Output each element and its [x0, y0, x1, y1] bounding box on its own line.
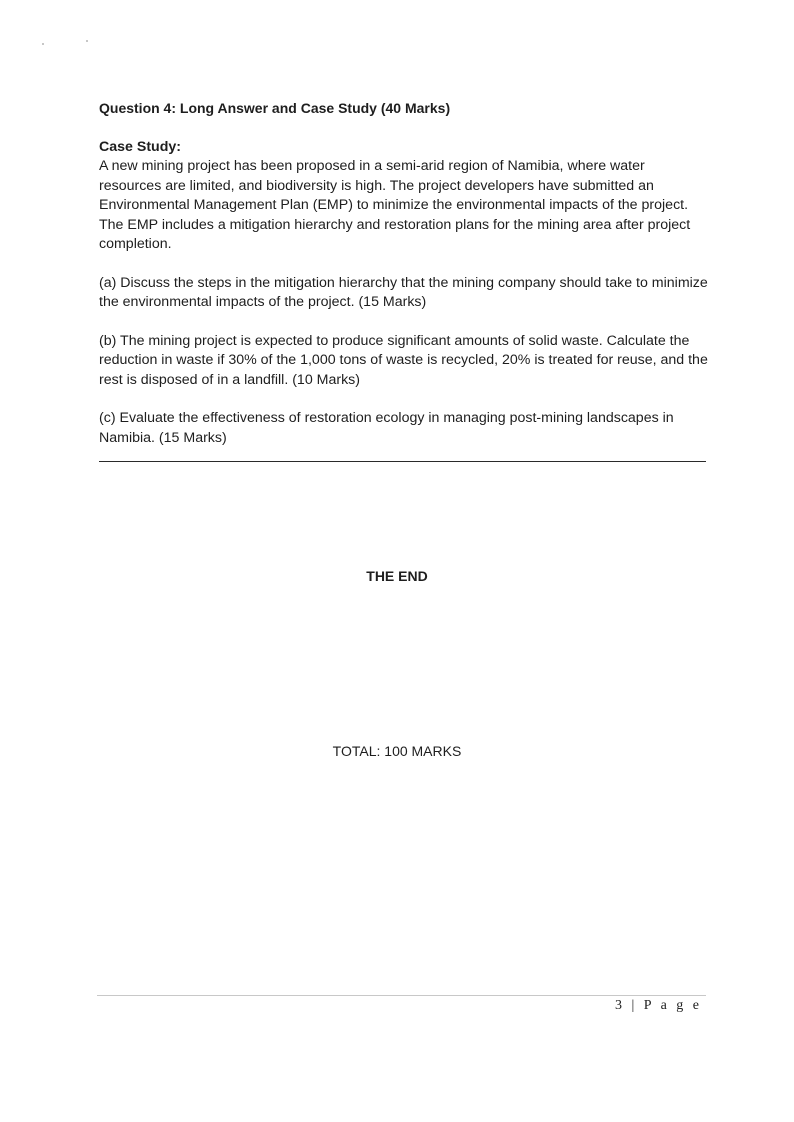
question-section	[99, 99, 709, 456]
case-study-text: A new mining project has been proposed in a semi-arid region of Namibia, where water resources are limited, and biodiversity is high. The project developers have submitted an Environmental Management Plan (EMP) to minimize the environmental impacts of the project. The EMP includes a mitigation hierarchy and restoration plans for the mining area after project completion.	[99, 158, 691, 252]
section-divider	[99, 461, 706, 462]
footer-divider	[97, 995, 706, 996]
scan-speck	[86, 40, 88, 42]
the-end-heading: THE END	[366, 568, 428, 584]
case-study-label: Case Study:	[99, 138, 181, 155]
question-part-c: (c) Evaluate the effectiveness of restoration ecology in managing post-mining landscapes in Namibia. (15 Marks)	[99, 410, 674, 446]
scan-speck	[42, 43, 44, 45]
page-number: 3 | P a g e	[615, 998, 702, 1013]
total-marks: TOTAL: 100 MARKS	[332, 743, 462, 759]
question-title: Question 4: Long Answer and Case Study (40 Marks)	[99, 100, 451, 116]
question-part-b: (b) The mining project is expected to produce significant amounts of solid waste. Calculate the reduction in waste if 30% of the 1,000 tons of waste is recycled, 20% is treated for reuse, and the rest is disposed of in a landfill. (10 Marks)	[99, 332, 708, 388]
question-part-a: (a) Discuss the steps in the mitigation hierarchy that the mining company should take to minimize the environmental impacts of the project. (15 Marks)	[99, 274, 708, 310]
